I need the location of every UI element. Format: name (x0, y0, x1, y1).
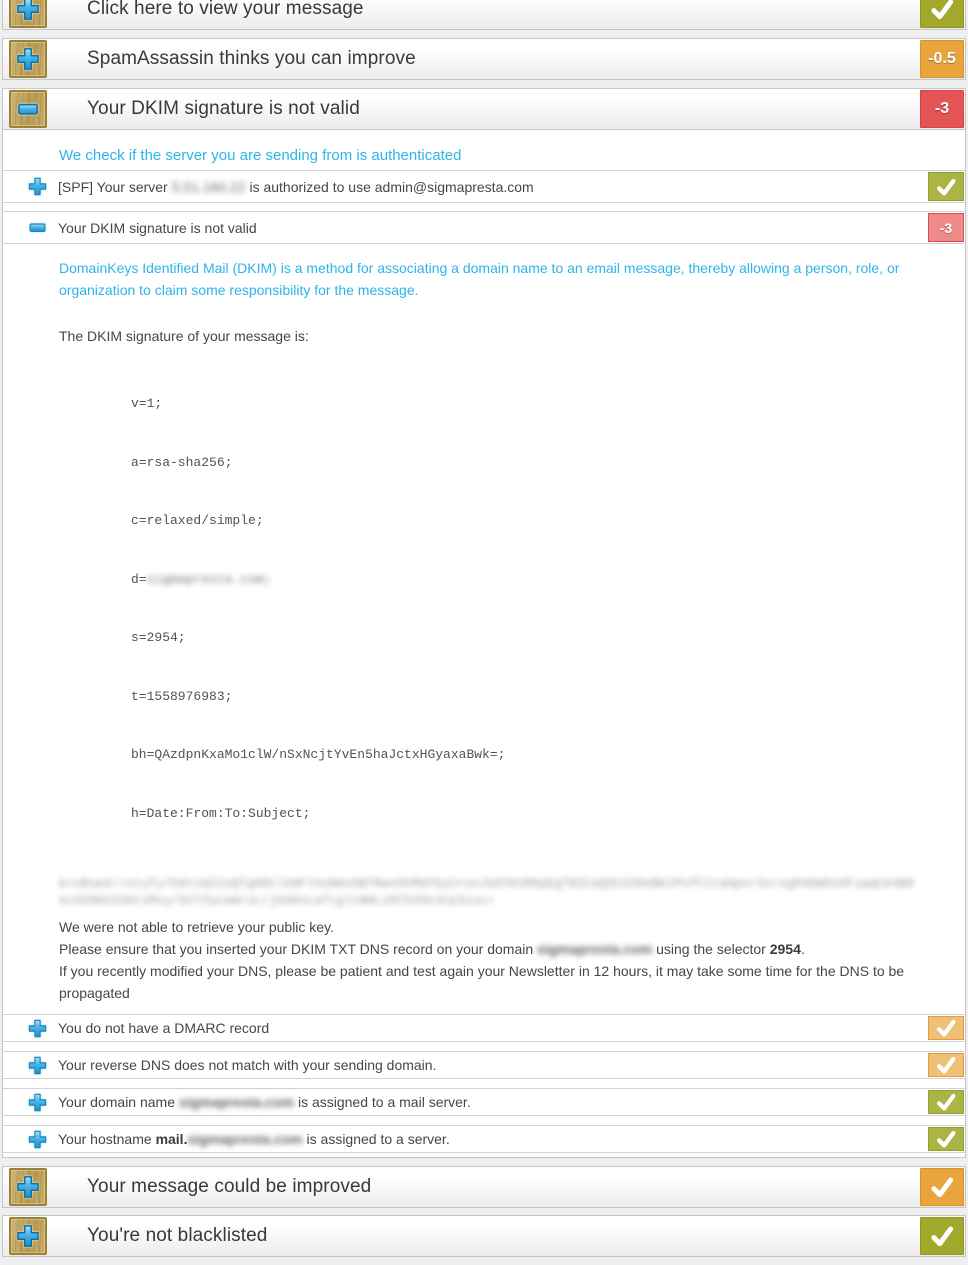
spf-result-text: [SPF] Your server 5.51.160.22 is authorized to use admin@sigmapresta.com (58, 178, 534, 195)
score-badge: -0.5 (920, 40, 964, 78)
check-icon (935, 1054, 957, 1076)
code-line: a=rsa-sha256; (131, 454, 233, 470)
check-icon (929, 1174, 955, 1200)
plus-icon[interactable] (27, 1018, 48, 1039)
dkim-detail (3, 257, 965, 1014)
code-line: t=1558976983; (131, 688, 233, 704)
check-icon (929, 0, 955, 22)
hostname-result-text: Your hostname mail.sigmapresta.com is assigned to a server. (58, 1131, 450, 1147)
score-badge (920, 1217, 964, 1255)
section-title: Your message could be improved (87, 1176, 372, 1197)
subsection-hostname[interactable] (3, 1125, 965, 1153)
plus-icon (15, 1223, 41, 1249)
plus-icon (15, 0, 41, 22)
code-line: bh=QAzdpnKxaMo1clW/nSxNcjtYvEn5haJctxHGyaxaBwk=; (131, 747, 506, 762)
blurred-domain: sigmapresta.com (187, 1131, 303, 1147)
check-icon (935, 1017, 957, 1039)
expand-toggle[interactable] (9, 1217, 47, 1255)
result-badge (928, 1053, 964, 1077)
section-title: SpamAssassin thinks you can improve (87, 48, 416, 69)
check-icon (935, 1128, 957, 1150)
blurred-domain: sigmapresta.com (178, 1094, 295, 1110)
result-badge: -3 (928, 213, 964, 242)
result-badge (928, 172, 964, 201)
subsection-dkim[interactable] (3, 211, 965, 244)
section-spamassassin[interactable] (2, 38, 966, 80)
expand-toggle[interactable] (9, 1168, 47, 1206)
check-icon (935, 1091, 957, 1113)
dkim-signature-code (131, 355, 929, 862)
code-line: s=2954; (131, 630, 186, 645)
auth-intro-text: We check if the server you are sending from is authenticated (59, 147, 462, 164)
section-blacklist[interactable] (2, 1215, 966, 1257)
subsection-spf[interactable] (3, 170, 965, 203)
blurred-server-ip: 5.51.160.22 (171, 178, 246, 195)
result-badge (928, 1127, 964, 1151)
check-icon (929, 1223, 955, 1249)
plus-icon (15, 46, 41, 72)
dkim-selector: 2954 (769, 941, 801, 957)
dmarc-result-text: You do not have a DMARC record (58, 1020, 270, 1036)
dkim-signature-label: The DKIM signature of your message is: (59, 328, 309, 344)
domain-result-text: Your domain name sigmapresta.com is assigned to a mail server. (58, 1094, 471, 1110)
score-badge (920, 0, 964, 28)
plus-icon[interactable] (27, 1055, 48, 1076)
blurred-domain: sigmapresta.com (537, 941, 653, 957)
code-line: c=relaxed/simple; (131, 513, 264, 528)
result-badge (928, 1016, 964, 1040)
blurred-b-line: b=uRueS/+stuTy7k8t16ZIsQTgH8tlkNFlhuNHvSBTRwo5hMbFGyCronJUdY81MHpEgTN2CaQSCCO8eBKIPsfC1taHpvr3srsgR4DWGsHFiwqCA4B0 (59, 877, 915, 891)
expand-toggle[interactable] (9, 40, 47, 78)
plus-icon[interactable] (27, 1129, 48, 1150)
subsection-reverse-dns[interactable] (3, 1051, 965, 1079)
score-badge (920, 1168, 964, 1206)
subsection-dmarc[interactable] (3, 1014, 965, 1042)
result-badge (928, 1090, 964, 1114)
dkim-description: DomainKeys Identified Mail (DKIM) is a method for associating a domain name to an email message, thereby allowing a person, role, or organization to claim some responsibility for the message. (59, 260, 900, 298)
section-title: Your DKIM signature is not valid (87, 98, 360, 119)
dns-propagation-text: If you recently modified your DNS, please be patient and test again your Newsletter in 12 hours, it may take some time for the DNS to be propagated (59, 963, 905, 1001)
reverse-dns-result-text: Your reverse DNS does not match with your sending domain. (58, 1057, 437, 1073)
section-title: Click here to view your message (87, 0, 364, 19)
dkim-result-text: Your DKIM signature is not valid (58, 219, 257, 236)
dkim-b-value-blurred (59, 876, 929, 910)
code-line: h=Date:From:To:Subject; (131, 805, 311, 821)
minus-icon (15, 96, 41, 122)
dkim-advice (59, 916, 929, 1004)
no-public-key-text: We were not able to retrieve your public key. (59, 919, 334, 935)
hostname-mail-prefix: mail. (155, 1131, 188, 1147)
plus-icon[interactable] (27, 176, 48, 197)
expand-toggle[interactable] (9, 0, 47, 28)
plus-icon[interactable] (27, 1092, 48, 1113)
section-improve[interactable] (2, 1166, 966, 1208)
subsection-domain[interactable] (3, 1088, 965, 1116)
auth-expanded-panel (2, 130, 966, 1158)
section-title: You're not blacklisted (87, 1225, 268, 1246)
minus-icon[interactable] (27, 217, 48, 238)
plus-icon (15, 1174, 41, 1200)
code-line-d: d=sigmapresta.com; (131, 571, 272, 587)
code-line: v=1; (131, 396, 163, 411)
blurred-domain: sigmapresta.com; (146, 571, 272, 587)
ensure-dns-text: Please ensure that you inserted your DKIM TXT DNS record on your domain sigmapresta.com using the selector 2954. (59, 941, 805, 957)
collapse-toggle[interactable] (9, 90, 47, 128)
section-auth-header[interactable] (2, 88, 966, 130)
score-badge: -3 (920, 90, 964, 128)
section-view-message[interactable] (2, 0, 966, 30)
check-icon (935, 176, 957, 198)
blurred-b-line: ecO39bU1S9t1Mxy/GVlfpcamruLrjkGHvLafcgltNNLzNT5VbhJCp3zuc= (59, 894, 495, 908)
